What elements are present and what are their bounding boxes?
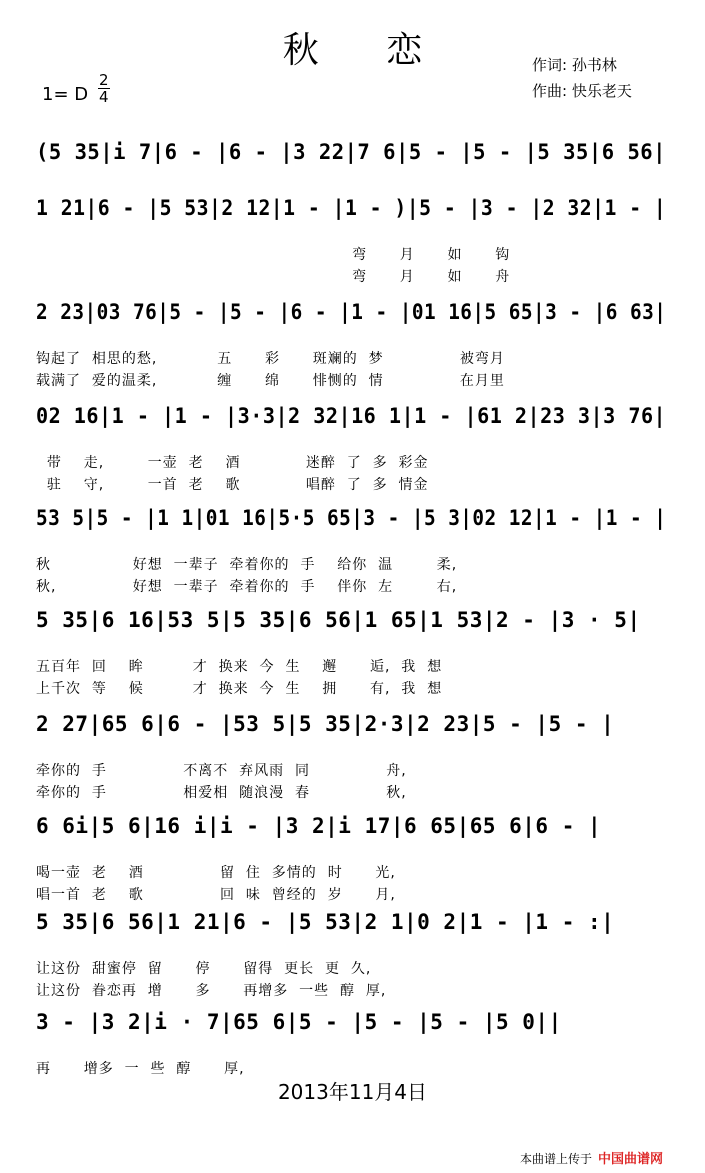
date: 2013年11月4日 (277, 1080, 428, 1104)
lyric-line: 牵你的 手 不离不 弃风雨 同 舟, (36, 763, 407, 779)
lyric-line: 钩起了 相思的愁, 五 彩 斑斓的 梦 被弯月 (36, 351, 505, 367)
lyric-line: 秋 好想 一辈子 牵着你的 手 给你 温 柔, (36, 557, 458, 573)
time-denominator: 4 (99, 88, 109, 106)
credits (532, 52, 632, 104)
lyric-line: 五百年 回 眸 才 换来 今 生 邂 逅, 我 想 (36, 659, 443, 675)
notation-row: (5 35|i 7|6 - |6 - |3 22|7 6|5 - |5 - |5 35|6 56| (36, 140, 667, 164)
notation-row: 02 16|1 - |1 - |3·3|2 32|16 1|1 - |61 2|23 3|3 76| (36, 404, 667, 428)
notation-row: 2 23|03 76|5 - |5 - |6 - |1 - |01 16|5 65|3 - |6 63| (36, 300, 667, 324)
lyric-line: 让这份 眷恋再 增 多 再增多 一些 醇 厚, (36, 983, 387, 999)
lyric-line: 秋, 好想 一辈子 牵着你的 手 伴你 左 右, (36, 579, 458, 595)
notation-row: 5 35|6 16|53 5|5 35|6 56|1 65|1 53|2 - |3 · 5| (36, 608, 641, 632)
site-logo: 中国曲谱网 (598, 1152, 664, 1167)
notation-row: 6 6i|5 6|16 i|i - |3 2|i 17|6 65|65 6|6 - | (36, 814, 602, 838)
lyric-line: 弯 月 如 舟 (36, 269, 511, 285)
time-numerator: 2 (99, 71, 109, 89)
lyric-line: 载满了 爱的温柔, 缠 绵 悱恻的 情 在月里 (36, 373, 505, 389)
lyric-line: 上千次 等 候 才 换来 今 生 拥 有, 我 想 (36, 681, 443, 697)
lyric-line: 弯 月 如 钩 (36, 247, 511, 263)
notation-row: 53 5|5 - |1 1|01 16|5·5 65|3 - |5 3|02 12|1 - |1 - | (36, 506, 667, 530)
time-signature (98, 72, 110, 105)
lyric-line: 喝一壶 老 酒 留 住 多情的 时 光, (36, 865, 396, 881)
notation-row: 3 - |3 2|i · 7|65 6|5 - |5 - |5 - |5 0|| (36, 1010, 562, 1034)
lyric-line: 再 增多 一 些 醇 厚, (36, 1061, 245, 1077)
lyric-line: 唱一首 老 歌 回 味 曾经的 岁 月, (36, 887, 396, 903)
notation-row: 2 27|65 6|6 - |53 5|5 35|2·3|2 23|5 - |5 - | (36, 712, 615, 736)
lyric-line: 驻 守, 一首 老 歌 唱醉 了 多 情金 (36, 477, 429, 493)
notation-row: 1 21|6 - |5 53|2 12|1 - |1 - )|5 - |3 - |2 32|1 - | (36, 196, 667, 220)
footer-text: 本曲谱上传于 (520, 1152, 593, 1166)
lyric-line: 带 走, 一壶 老 酒 迷醉 了 多 彩金 (36, 455, 429, 471)
song-title: 秋 恋 (282, 30, 451, 71)
key-signature: 1= D (42, 84, 89, 105)
lyric-line: 牵你的 手 相爱相 随浪漫 春 秋, (36, 785, 407, 801)
notation-row: 5 35|6 56|1 21|6 - |5 53|2 1|0 2|1 - |1 - :| (36, 910, 615, 934)
lyricist-credit: 作词: 孙书林 (532, 56, 617, 74)
footer (520, 1148, 663, 1167)
composer-credit: 作曲: 快乐老天 (532, 82, 632, 100)
lyric-line: 让这份 甜蜜停 留 停 留得 更长 更 久, (36, 961, 372, 977)
